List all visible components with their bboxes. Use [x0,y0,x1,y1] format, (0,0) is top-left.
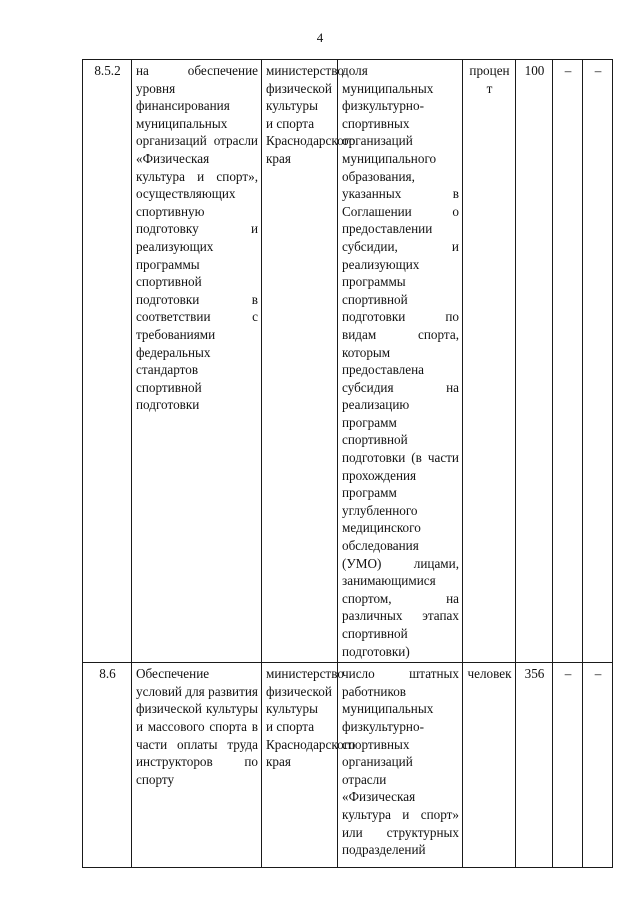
unit-cell [463,663,516,868]
target-value: 356 [524,666,545,682]
measure-description: Обеспечение условий для развития физической культуры и массового спорта в части оплаты труда инструкторов по спорту [136,666,258,787]
item-number: 8.6 [99,666,116,682]
responsible-body: министерство физической культуры и спорта Краснодарского края [266,63,356,166]
table-row [83,663,613,868]
value-cell [516,60,553,663]
value-cell-2 [553,663,583,868]
item-number-cell [83,60,132,663]
indicator-name: число штатных работников муниципальных физкультурно-спортивных организаций отрасли «Физическая культура и спорт» или структурных подразделений [342,666,459,858]
responsible-body: министерство физической культуры и спорта Краснодарского края [266,666,356,770]
unit: человек [467,666,512,682]
target-value: 100 [524,63,545,78]
value-cell [516,663,553,868]
value-cell-3 [583,60,613,663]
value-cell-2 [553,60,583,663]
measure-description: на обеспечение уровня финансирования муниципальных организаций отрасли «Физическая культура и спорт», осуществляющих спортивную подготовку и реализующих программы спортивной подготовки в соответствии с требованиями федеральных стандартов спортивной подготовки [136,63,258,413]
dash-value: – [594,63,602,78]
dash-value: – [564,666,572,682]
table-row [83,60,613,663]
program-table [82,59,613,868]
item-number-cell [83,663,132,868]
indicator-name: доля муниципальных физкультурно-спортивных организаций муниципального образования, указанных в Соглашении о предоставлении субсидии, и реализующих программы спортивной подготовки по видам спорта, которым предоставлена субсидия на реализацию программ спортивной подготовки (в части прохождения программ углубленного медицинского обследования (УМО) лицами, занимающимися спортом, на различных этапах спортивной подготовки) [342,63,459,659]
value-cell-3 [583,663,613,868]
responsible-body-cell [262,663,356,868]
page-number: 4 [316,30,324,45]
indicator-cell [338,663,463,868]
indicator-cell [338,60,463,663]
unit-cell [463,60,516,663]
dash-value: – [564,63,572,78]
item-number: 8.5.2 [94,63,121,78]
measure-description-cell [132,60,262,663]
responsible-body-cell [262,60,356,663]
unit: процент [469,63,510,96]
measure-description-cell [132,663,262,868]
dash-value: – [594,666,602,682]
